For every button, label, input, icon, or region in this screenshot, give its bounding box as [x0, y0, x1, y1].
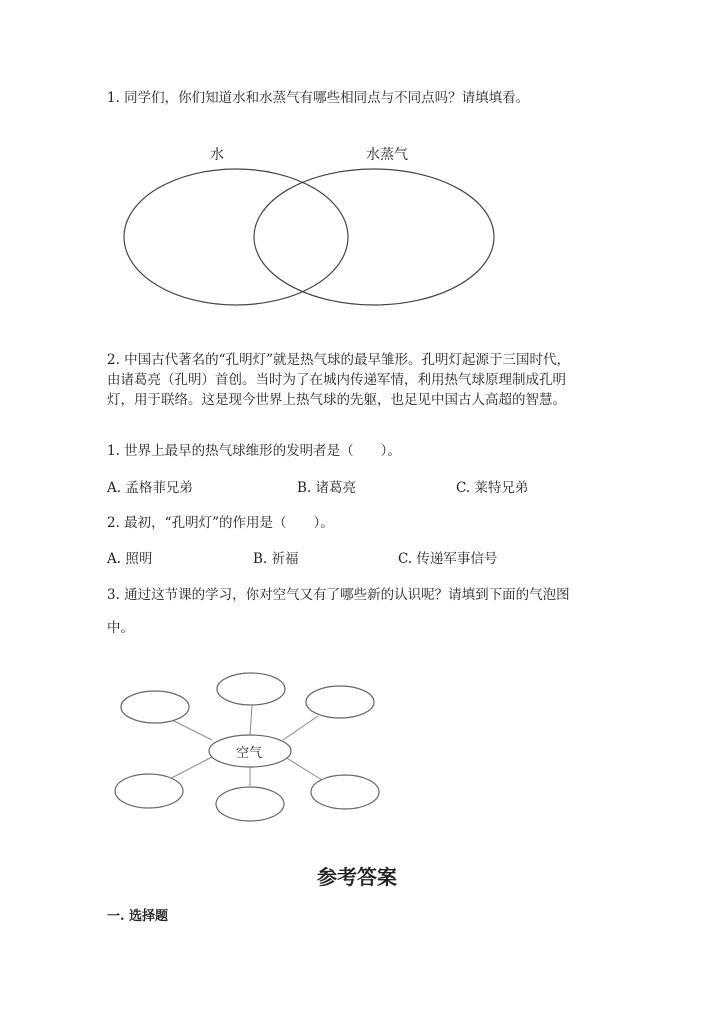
- connector-line: [283, 716, 318, 740]
- question-2-sub1: 1. 世界上最早的热气球维形的发明者是（ ）。: [107, 443, 401, 459]
- bubble-top-right[interactable]: [306, 686, 374, 718]
- sub1-option-a[interactable]: A. 孟格菲兄弟: [107, 480, 193, 496]
- question-3-line2: 中。: [107, 620, 134, 636]
- sub1-option-b[interactable]: B. 诸葛亮: [297, 480, 357, 496]
- venn-label-water: 水: [210, 147, 224, 163]
- question-1-text: 1. 同学们，你们知道水和水蒸气有哪些相同点与不同点吗？请填填看。: [107, 90, 530, 106]
- connector-line: [250, 706, 252, 735]
- sub2-option-a[interactable]: A. 照明: [107, 551, 153, 567]
- question-3-line1: 3. 通过这节课的学习，你对空气又有了哪些新的认识呢？请填到下面的气泡图: [107, 587, 570, 603]
- sub1-option-c[interactable]: C. 莱特兄弟: [456, 480, 529, 496]
- venn-circle-vapor: [254, 169, 494, 305]
- venn-label-vapor: 水蒸气: [366, 147, 408, 163]
- answers-title: 参考答案: [317, 865, 397, 889]
- bubble-bottom-left[interactable]: [115, 774, 183, 808]
- connector-line: [168, 718, 212, 740]
- sub2-option-c[interactable]: C. 传递军事信号: [398, 551, 498, 567]
- sub2-option-b[interactable]: B. 祈福: [253, 551, 299, 567]
- bubble-top-center[interactable]: [217, 673, 285, 705]
- bubble-bottom-right[interactable]: [311, 775, 379, 809]
- bubble-center-label: 空气: [236, 746, 263, 761]
- question-2-intro: 2. 中国古代著名的“孔明灯”就是热气球的最早雏形。孔明灯起源于三国时代，由诸葛亮（孔明）首创。当时为了在城内传递军情，利用热气球原理制成孔明灯，用于联络。这是现今世界上热气球的先躯，也足见中国古人高超的智慧。: [107, 352, 570, 408]
- connector-line: [285, 757, 322, 780]
- venn-circle-water: [124, 169, 348, 305]
- bubble-bottom-center[interactable]: [216, 787, 284, 821]
- answers-section-heading: 一. 选择题: [107, 909, 169, 924]
- bubble-top-left[interactable]: [121, 691, 189, 723]
- question-2-sub2: 2. 最初，“孔明灯”的作用是（ ）。: [107, 515, 334, 531]
